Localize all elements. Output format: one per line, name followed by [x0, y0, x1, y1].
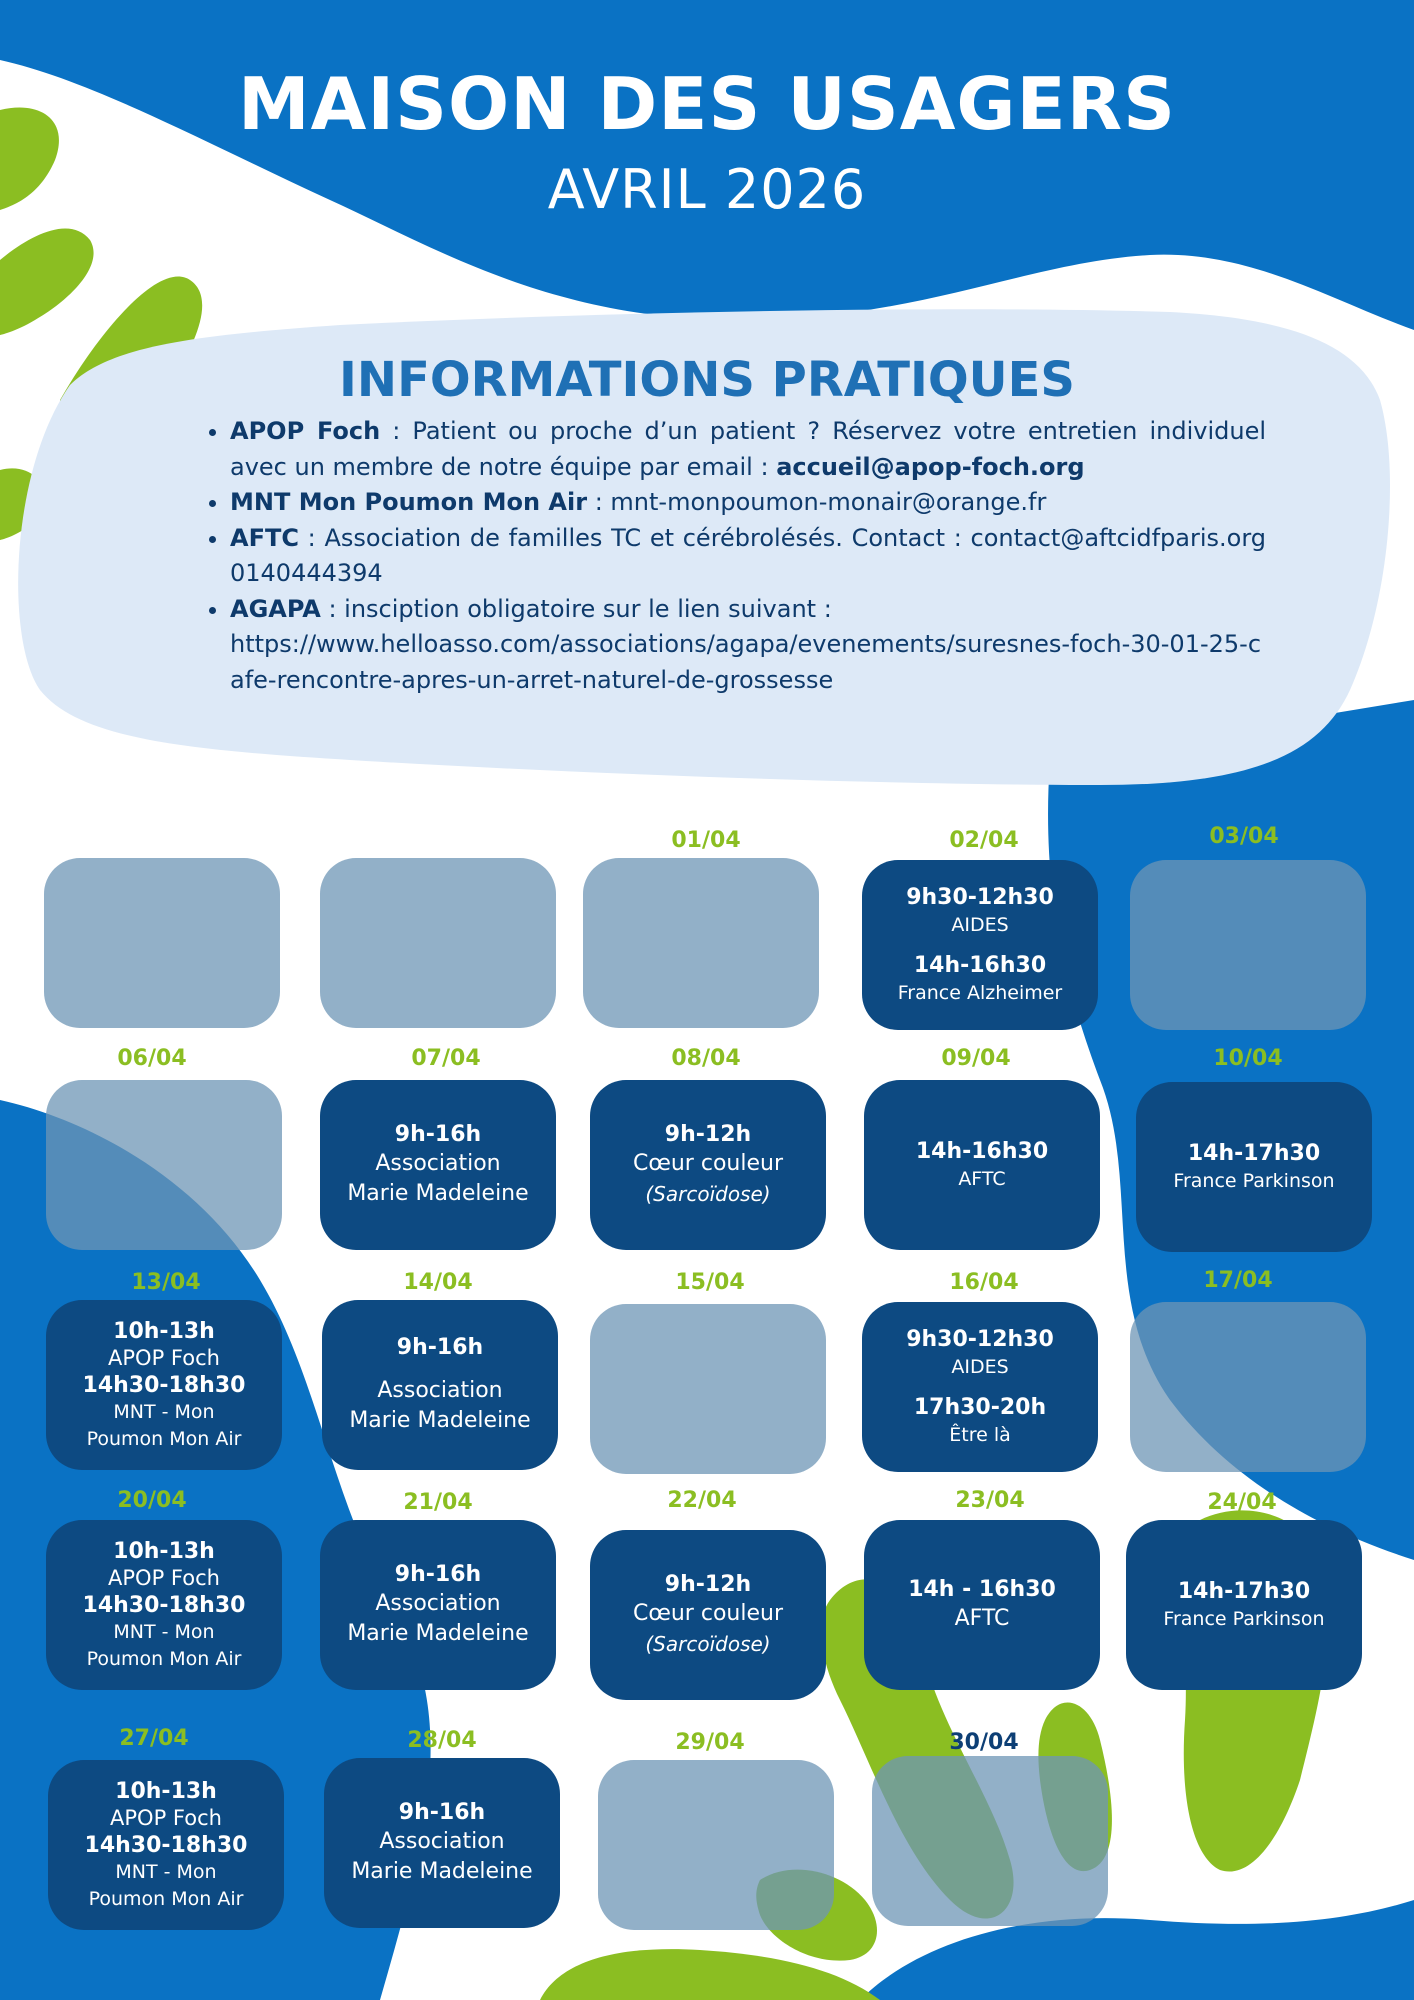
event-time: 9h-16h	[396, 1335, 484, 1360]
event-name: Association	[377, 1378, 503, 1403]
calendar-date-2304: 23/04	[955, 1488, 1025, 1513]
event-time: 14h30-18h30	[82, 1592, 246, 1618]
event-name: Poumon Mon Air	[86, 1647, 242, 1670]
calendar-cell-0804[interactable]	[590, 1080, 826, 1250]
info-item-text: : Patient ou proche d’un patient ? Réservez votre entretien individuel avec un membre de notre équipe par email :	[230, 417, 1266, 481]
event-name: Cœur couleur	[633, 1151, 783, 1176]
calendar-cell-3004	[872, 1756, 1108, 1926]
info-item-mnt	[230, 485, 1266, 521]
green-leaf-2	[0, 229, 94, 335]
event-time: 14h-17h30	[1187, 1141, 1321, 1166]
info-item-text: : Association de familles TC et cérébrolésés. Contact : contact@aftcidfparis.org 0140444394	[230, 523, 1266, 587]
event-name: Poumon Mon Air	[86, 1427, 242, 1450]
event-name: APOP Foch	[108, 1565, 220, 1590]
event-name: Association	[375, 1151, 501, 1176]
event-name: Marie Madeleine	[347, 1181, 529, 1206]
calendar-cell-0904[interactable]	[864, 1080, 1100, 1250]
calendar-date-1404: 14/04	[403, 1270, 473, 1295]
event-name: Association	[375, 1591, 501, 1616]
info-item-email-link[interactable]: accueil@apop-foch.org	[776, 452, 1085, 481]
info-item-name: AGAPA	[230, 594, 321, 623]
calendar-date-1704: 17/04	[1203, 1268, 1273, 1293]
info-item-name: MNT Mon Poumon Mon Air	[230, 488, 588, 516]
calendar-cell-2804[interactable]	[324, 1758, 560, 1928]
calendar-cell-1704	[1130, 1302, 1366, 1472]
event-time: 14h-16h30	[913, 953, 1047, 978]
event-name: AIDES	[951, 914, 1009, 936]
info-list	[196, 414, 1266, 698]
calendar-cell-2104[interactable]	[320, 1520, 556, 1690]
calendar-cell-empty	[44, 858, 280, 1028]
event-time: 10h-13h	[115, 1778, 217, 1804]
page-subtitle: AVRIL 2026	[547, 158, 867, 221]
calendar-cell-2704[interactable]	[48, 1760, 284, 1930]
event-detail: (Sarcoïdose)	[645, 1182, 771, 1206]
calendar-cell-2004[interactable]	[46, 1520, 282, 1690]
info-item-name: APOP Foch	[230, 417, 381, 445]
event-time: 14h - 16h30	[908, 1577, 1056, 1602]
event-time: 9h-12h	[664, 1122, 752, 1147]
calendar-cell-2404[interactable]	[1126, 1520, 1362, 1690]
event-time: 9h-12h	[664, 1572, 752, 1597]
event-time: 9h-16h	[394, 1562, 482, 1587]
event-name: Marie Madeleine	[351, 1859, 533, 1884]
calendar-date-0604: 06/04	[117, 1046, 187, 1071]
event-time: 17h30-20h	[913, 1395, 1047, 1420]
calendar-date-2704: 27/04	[119, 1726, 189, 1751]
calendar-date-2004: 20/04	[117, 1488, 187, 1513]
calendar-cell-1604[interactable]	[862, 1302, 1098, 1472]
calendar-cell-2304[interactable]	[864, 1520, 1100, 1690]
calendar-cell-0704[interactable]	[320, 1080, 556, 1250]
calendar-cell-1304[interactable]	[46, 1300, 282, 1470]
event-name: AFTC	[958, 1168, 1006, 1190]
calendar-date-0804: 08/04	[671, 1046, 741, 1071]
event-name: France Alzheimer	[897, 982, 1063, 1004]
event-name: AIDES	[951, 1356, 1009, 1378]
event-name: Association	[379, 1829, 505, 1854]
info-title: INFORMATIONS PRATIQUES	[339, 352, 1075, 408]
event-name: Cœur couleur	[633, 1601, 783, 1626]
event-time: 9h30-12h30	[906, 885, 1054, 910]
event-name: France Parkinson	[1173, 1170, 1335, 1192]
calendar-cell-0204[interactable]	[862, 860, 1098, 1030]
event-time: 10h-13h	[113, 1318, 215, 1344]
event-name: Marie Madeleine	[349, 1408, 531, 1433]
agapa-link[interactable]: https://www.helloasso.com/associations/agapa/evenements/suresnes-foch-30-01-25-cafe-rencontre-apres-un-arret-naturel-de-grossesse	[230, 630, 1262, 694]
calendar-cell-0104	[583, 858, 819, 1028]
calendar-date-0104: 01/04	[671, 828, 741, 853]
calendar-cell-0604	[46, 1080, 282, 1250]
info-item-text: : mnt-monpoumon-monair@orange.fr	[587, 488, 1047, 516]
calendar-date-0304: 03/04	[1209, 824, 1279, 849]
event-time: 14h-17h30	[1177, 1579, 1311, 1604]
event-name: Marie Madeleine	[347, 1621, 529, 1646]
calendar-date-3004: 30/04	[949, 1730, 1019, 1755]
event-time: 9h-16h	[394, 1122, 482, 1147]
calendar-date-2804: 28/04	[407, 1728, 477, 1753]
event-name: MNT - Mon	[113, 1620, 215, 1643]
event-time: 14h30-18h30	[82, 1372, 246, 1398]
calendar-cell-0304	[1130, 860, 1366, 1030]
page-title: MAISON DES USAGERS	[237, 62, 1177, 146]
info-item-apop	[230, 414, 1266, 485]
calendar-cell-2204[interactable]	[590, 1530, 826, 1700]
info-item-text: : insciption obligatoire sur le lien suivant :	[320, 594, 832, 623]
event-name: MNT - Mon	[115, 1860, 217, 1883]
event-time: 9h-16h	[398, 1800, 486, 1825]
event-name: Être là	[949, 1424, 1011, 1446]
event-time: 9h30-12h30	[906, 1327, 1054, 1352]
calendar-cell-empty	[320, 858, 556, 1028]
event-name: Poumon Mon Air	[88, 1887, 244, 1910]
calendar-date-2404: 24/04	[1207, 1490, 1277, 1515]
event-name: APOP Foch	[108, 1345, 220, 1370]
calendar-cell-1404[interactable]	[322, 1300, 558, 1470]
calendar-date-1304: 13/04	[131, 1270, 201, 1295]
calendar-date-2204: 22/04	[667, 1488, 737, 1513]
event-name: MNT - Mon	[113, 1400, 215, 1423]
calendar-date-0204: 02/04	[949, 828, 1019, 853]
info-item-aftc	[230, 521, 1266, 592]
calendar-cell-1004[interactable]	[1136, 1082, 1372, 1252]
calendar-date-0704: 07/04	[411, 1046, 481, 1071]
calendar-date-2104: 21/04	[403, 1490, 473, 1515]
calendar-cell-1504	[590, 1304, 826, 1474]
calendar-cell-2904	[598, 1760, 834, 1930]
info-item-agapa	[230, 592, 1266, 699]
event-name: France Parkinson	[1163, 1608, 1325, 1630]
info-item-name: AFTC	[230, 523, 299, 552]
event-name: APOP Foch	[110, 1805, 222, 1830]
calendar-date-0904: 09/04	[941, 1046, 1011, 1071]
event-name: AFTC	[954, 1606, 1010, 1631]
event-time: 14h-16h30	[915, 1139, 1049, 1164]
calendar-date-1004: 10/04	[1213, 1046, 1283, 1071]
event-time: 14h30-18h30	[84, 1832, 248, 1858]
calendar-date-2904: 29/04	[675, 1730, 745, 1755]
event-time: 10h-13h	[113, 1538, 215, 1564]
calendar-date-1504: 15/04	[675, 1270, 745, 1295]
calendar-date-1604: 16/04	[949, 1270, 1019, 1295]
event-detail: (Sarcoïdose)	[645, 1632, 771, 1656]
